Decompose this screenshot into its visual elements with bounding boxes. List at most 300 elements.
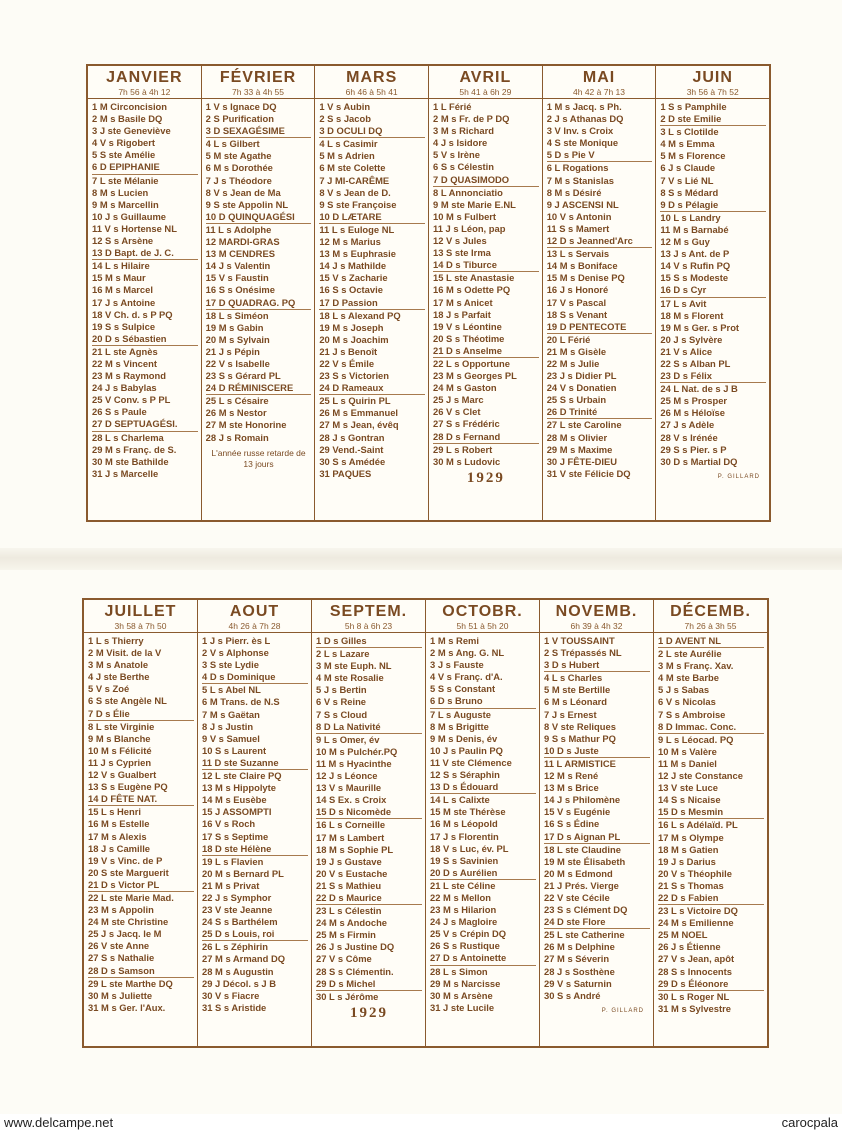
day-entry: 12 D s Jeanned'Arc (547, 235, 653, 248)
day-entry: 14 D FÊTE NAT. (88, 793, 194, 806)
day-entry: 11 M s Barnabé (660, 223, 729, 235)
day-entry: 28 S s Clémentin. (316, 965, 394, 977)
day-entry: 21 J s Benoît (319, 345, 378, 357)
day-entry: 29 V s Saturnin (544, 977, 612, 989)
day-entry: 10 J s Paulin PQ (430, 744, 503, 756)
day-entry: 15 L ste Anastasie (433, 272, 515, 284)
day-entry: 12 V s Gualbert (88, 769, 157, 781)
day-entry: 29 S s Pier. s P (660, 443, 727, 455)
day-entry: 6 M ste Colette (319, 162, 386, 174)
day-entry: 22 L s Opportune (433, 357, 510, 369)
day-entry: 4 M s Emma (660, 138, 715, 150)
day-entry: 8 L ste Virginie (88, 720, 155, 732)
watermark-right: carocpala (781, 1115, 838, 1130)
day-entry: 28 D s Fernand (433, 431, 539, 444)
day-entry: 23 D s Félix (660, 370, 766, 383)
day-entry: 5 M s Adrien (319, 150, 375, 162)
day-entry: 27 M s Jean, évêq (319, 419, 399, 431)
day-entry: 10 D s Juste (544, 745, 650, 758)
day-entry: 21 L ste Agnès (92, 345, 158, 357)
day-entry: 8 M s Lucien (92, 186, 149, 198)
day-list (312, 633, 425, 1046)
day-list (656, 99, 769, 520)
day-entry: 4 L s Charles (544, 672, 603, 684)
day-list (84, 633, 197, 1046)
day-entry: 17 J s Antoine (92, 296, 156, 308)
day-entry: 3 M s Anatole (88, 659, 149, 671)
sunrise-sunset: 4h 26 à 7h 28 (198, 621, 311, 633)
day-entry: 7 L ste Mélanie (92, 174, 159, 186)
month-name: OCTOBR. (442, 603, 523, 620)
day-entry: 6 M s Léonard (544, 696, 608, 708)
day-entry: 28 V s Irénée (660, 431, 718, 443)
year-label: 1929 (466, 469, 505, 486)
day-entry: 7 M s Gaëtan (202, 708, 260, 720)
day-entry: 19 M ste Élisabeth (544, 855, 626, 867)
day-entry: 22 J s Symphor (202, 891, 272, 903)
day-entry: 7 L s Auguste (430, 708, 491, 720)
day-entry: 24 V s Donatien (546, 382, 617, 394)
day-entry: 2 S s Jacob (319, 113, 371, 125)
day-entry: 5 M ste Agathe (205, 150, 272, 162)
month-column (654, 600, 767, 1046)
day-entry: 17 J s Florentin (430, 830, 499, 842)
day-entry: 25 D s Louis, roi (202, 928, 308, 941)
day-entry: 16 S s Édine (544, 818, 600, 830)
sunrise-sunset: 6h 39 à 4h 32 (540, 621, 653, 633)
day-entry: 19 V s Léontine (433, 320, 502, 332)
month-name: MARS (346, 69, 398, 86)
day-entry: 3 M s Franç. Xav. (658, 660, 734, 672)
day-entry: 2 L s Lazare (316, 648, 370, 660)
day-entry: 4 J s Isidore (433, 137, 488, 149)
day-entry: 30 M ste Bathilde (92, 455, 169, 467)
day-entry: 6 D EPIPHANIE (92, 161, 198, 174)
day-entry: 5 L s Abel NL (202, 684, 261, 696)
month-name: JANVIER (106, 69, 183, 86)
day-entry: 7 J s Théodore (205, 174, 272, 186)
day-entry: 24 S s Barthélem (202, 916, 278, 928)
day-entry: 2 V s Alphonse (202, 647, 269, 659)
day-entry: 19 M s Ger. s Prot (660, 321, 740, 333)
day-entry: 13 M s Brice (544, 782, 599, 794)
day-entry: 24 D Rameaux (319, 382, 425, 395)
day-entry: 31 M s Ger. l'Aux. (88, 1001, 166, 1013)
day-entry: 1 M Circoncision (92, 101, 168, 112)
day-entry: 13 S ste Irma (433, 247, 491, 259)
day-entry: 2 M s Ang. G. NL (430, 647, 505, 659)
day-entry: 22 L ste Marie Mad. (88, 891, 174, 903)
day-entry: 22 V ste Cécile (544, 891, 610, 903)
day-entry: 18 L ste Claudine (544, 843, 621, 855)
footnote: L'année russe retarde de 13 jours (211, 447, 306, 469)
printer-signature: P. GILLARD (601, 1007, 644, 1014)
day-entry: 31 J ste Lucile (430, 1001, 495, 1013)
day-entry: 18 S s Venant (546, 308, 608, 320)
day-entry: 11 M s Hyacinthe (316, 757, 392, 769)
month-column (202, 66, 316, 520)
day-entry: 10 M s Pulchér.PQ (316, 745, 398, 757)
day-entry: 7 M s Stanislas (546, 174, 614, 186)
day-entry: 5 S s Constant (430, 683, 496, 695)
day-entry: 9 M s Denis, év (430, 732, 498, 744)
day-entry: 12 M s René (544, 770, 599, 782)
day-entry: 18 L s Alexand PQ (319, 309, 401, 321)
watermark-strip (0, 1114, 842, 1132)
day-entry: 28 J s Gontran (319, 431, 385, 443)
day-entry: 15 L s Henri (88, 806, 141, 818)
day-entry: 22 V s Émile (319, 357, 375, 369)
day-entry: 17 M s Lambert (316, 831, 385, 843)
day-entry: 21 J s Pépin (205, 345, 260, 357)
day-entry: 9 S ste Appolin NL (205, 198, 289, 210)
day-entry: 15 V s Eugénie (544, 806, 611, 818)
day-entry: 25 L ste Catherine (544, 929, 625, 941)
day-entry: 6 S ste Angèle NL (88, 695, 167, 707)
day-entry: 7 S s Ambroise (658, 708, 726, 720)
day-entry: 31 J s Marcelle (92, 467, 159, 479)
first-half-calendar (86, 64, 771, 522)
day-entry: 23 L s Célestin (316, 905, 382, 917)
month-column (88, 66, 202, 520)
day-entry: 10 M s Valère (658, 745, 717, 757)
day-entry: 5 V s Zoé (88, 683, 130, 695)
day-entry: 6 S s Célestin (433, 161, 494, 173)
day-entry: 1 L Férié (433, 101, 472, 112)
day-entry: 20 M s Joachim (319, 333, 389, 345)
day-entry: 1 M s Jacq. s Ph. (546, 101, 622, 112)
day-entry: 20 S s Théotime (433, 332, 505, 344)
day-entry: 30 L s Roger NL (658, 990, 730, 1002)
day-entry: 11 S s Mamert (546, 222, 610, 234)
sunrise-sunset: 6h 46 à 5h 41 (315, 87, 428, 99)
day-entry: 2 S Purification (205, 113, 274, 125)
day-entry: 1 D s Gilles (316, 635, 422, 648)
day-entry: 27 D s Antoinette (430, 952, 536, 965)
day-entry: 8 M s Désiré (546, 186, 602, 198)
day-entry: 27 M ste Honorine (205, 419, 287, 431)
day-entry: 23 M s Hilarion (430, 904, 497, 916)
day-entry: 29 M s Franç. de S. (92, 443, 177, 455)
day-entry: 8 V ste Reliques (544, 720, 616, 732)
day-entry: 19 S s Savinien (430, 854, 499, 866)
day-entry: 30 D s Martial DQ (660, 455, 738, 467)
day-entry: 17 D s Aignan PL (544, 831, 650, 844)
day-entry: 30 M s Ludovic (433, 455, 501, 467)
day-entry: 9 L s Léocad. PQ (658, 733, 734, 745)
day-entry: 29 L ste Marthe DQ (88, 977, 173, 989)
day-entry: 1 L s Thierry (88, 635, 144, 646)
day-entry: 9 S ste Françoise (319, 198, 397, 210)
day-entry: 26 V ste Anne (88, 940, 150, 952)
day-entry: 28 S s Innocents (658, 965, 732, 977)
day-entry: 22 M s Julie (546, 357, 600, 369)
day-entry: 13 V s Maurille (316, 782, 382, 794)
month-name: MAI (582, 69, 616, 86)
day-entry: 27 S s Frédéric (433, 418, 500, 430)
day-entry: 1 M s Remi (430, 635, 479, 646)
day-entry: 11 L ARMISTICE (544, 757, 616, 769)
day-entry: 7 J MI-CARÊME (319, 174, 390, 186)
day-entry: 10 S s Laurent (202, 744, 267, 756)
day-entry: 26 M s Nestor (205, 407, 267, 419)
day-list (198, 633, 311, 1046)
day-entry: 8 J s Justin (202, 720, 254, 732)
day-entry: 29 M s Narcisse (430, 977, 501, 989)
day-entry: 13 M s Euphrasie (319, 248, 396, 260)
printer-signature: P. GILLARD (717, 473, 761, 480)
day-entry: 24 M s Emilienne (658, 917, 734, 929)
day-entry: 29 M s Maxime (546, 443, 613, 455)
day-entry: 16 S s Onésime (205, 284, 275, 296)
day-entry: 12 MARDI-GRAS (205, 236, 280, 248)
day-entry: 9 M ste Marie E.NL (433, 198, 516, 210)
day-entry: 23 S s Clément DQ (544, 904, 628, 916)
month-name: AVRIL (459, 69, 512, 86)
day-entry: 19 M s Joseph (319, 321, 384, 333)
month-name: AOUT (229, 603, 280, 620)
day-entry: 2 D ste Emilie (660, 113, 766, 126)
day-entry: 30 L s Jérôme (316, 990, 379, 1002)
day-entry: 5 V s Irène (433, 149, 480, 161)
day-list (426, 633, 539, 1046)
day-entry: 4 J ste Berthe (88, 671, 150, 683)
day-entry: 20 L Férié (546, 333, 591, 345)
day-entry: 21 S s Thomas (658, 879, 724, 891)
day-entry: 27 L ste Caroline (546, 419, 622, 431)
day-entry: 22 D s Fabien (658, 892, 764, 905)
day-entry: 16 D s Cyr (660, 284, 766, 297)
day-entry: 18 V s Luc, év. PL (430, 842, 509, 854)
month-column (543, 66, 657, 520)
day-entry: 11 L s Euloge NL (319, 223, 395, 235)
day-entry: 2 S Trépassés NL (544, 647, 622, 659)
day-entry: 12 V s Jules (433, 235, 487, 247)
day-entry: 25 V s Crépin DQ (430, 928, 507, 940)
month-column (312, 600, 426, 1046)
sunrise-sunset: 7h 26 à 3h 55 (654, 621, 767, 633)
day-entry: 20 V s Théophile (658, 867, 732, 879)
day-entry: 17 D QUADRAG. PQ (206, 297, 312, 310)
day-entry: 17 M s Olympe (658, 831, 724, 843)
day-entry: 9 S s Mathur PQ (544, 732, 616, 744)
day-entry: 18 D ste Hélène (202, 843, 308, 856)
day-entry: 15 M ste Thérèse (430, 806, 506, 818)
sunrise-sunset: 7h 33 à 4h 55 (202, 87, 315, 99)
day-entry: 26 J s Étienne (658, 941, 721, 953)
day-entry: 8 S s Médard (660, 186, 719, 198)
day-entry: 11 J s Cyprien (88, 756, 152, 768)
day-entry: 5 J s Sabas (658, 684, 710, 696)
day-entry: 4 M ste Barbe (658, 672, 719, 684)
day-entry: 14 L s Calixte (430, 794, 490, 806)
day-entry: 6 M s Dorothée (205, 162, 273, 174)
day-entry: 22 S s Alban PL (660, 357, 731, 369)
day-entry: 13 D s Édouard (430, 781, 536, 794)
day-entry: 7 J s Ernest (544, 708, 597, 720)
day-entry: 4 V s Franç. d'A. (430, 671, 503, 683)
day-entry: 10 L s Landry (660, 211, 721, 223)
day-entry: 15 D s Mesmin (658, 806, 764, 819)
watermark-left: www.delcampe.net (4, 1115, 114, 1130)
day-entry: 12 J s Léonce (316, 770, 378, 782)
day-entry: 3 J ste Geneviève (92, 125, 171, 137)
sunrise-sunset: 3h 58 à 7h 50 (84, 621, 197, 633)
day-entry: 12 L ste Claire PQ (202, 770, 282, 782)
day-entry: 2 J s Athanas DQ (546, 113, 624, 125)
day-entry: 16 L s Corneille (316, 819, 386, 831)
day-entry: 11 V ste Clémence (430, 756, 512, 768)
day-entry: 25 M s Prosper (660, 395, 728, 407)
day-list (654, 633, 767, 1046)
day-entry: 14 S Ex. s Croix (316, 794, 387, 806)
day-entry: 24 M s Andoche (316, 917, 388, 929)
day-entry: 28 M s Olivier (546, 431, 608, 443)
day-entry: 24 L Nat. de s J B (660, 383, 738, 395)
day-entry: 30 S s Amédée (319, 455, 386, 467)
day-entry: 21 V s Alice (660, 345, 713, 357)
day-entry: 27 V s Côme (316, 953, 372, 965)
second-half-calendar (82, 598, 769, 1048)
sunrise-sunset: 7h 56 à 4h 12 (88, 87, 201, 99)
day-entry: 12 M s Marius (319, 236, 381, 248)
day-entry: 6 D s Bruno (430, 695, 536, 708)
day-entry: 27 M s Séverin (544, 953, 610, 965)
day-entry: 13 V ste Luce (658, 782, 718, 794)
day-entry: 21 M s Privat (202, 879, 260, 891)
day-entry: 19 J s Gustave (316, 855, 382, 867)
day-entry: 17 M s Alexis (88, 830, 147, 842)
day-entry: 23 L s Victoire DQ (658, 905, 738, 917)
day-entry: 28 L s Simon (430, 965, 488, 977)
day-list (202, 99, 315, 520)
day-list (543, 99, 656, 520)
day-entry: 3 D SEXAGÉSIME (206, 125, 312, 138)
day-entry: 29 D s Éléonore (658, 978, 764, 991)
day-entry: 17 D Passion (319, 297, 425, 310)
month-column (540, 600, 654, 1046)
day-entry: 18 V Ch. d. s P PQ (92, 308, 173, 320)
day-entry: 5 M ste Bertille (544, 684, 611, 696)
day-entry: 28 J s Sosthène (544, 965, 615, 977)
day-entry: 19 L s Flavien (202, 855, 264, 867)
day-entry: 3 S ste Lydie (202, 659, 259, 671)
day-entry: 30 V s Fiacre (202, 989, 260, 1001)
day-entry: 18 M s Florent (660, 309, 724, 321)
day-entry: 27 D SEPTUAGÉSI. (92, 418, 198, 431)
day-entry: 16 S s Octavie (319, 284, 383, 296)
day-entry: 22 D s Maurice (316, 892, 422, 905)
day-entry: 14 M s Eusèbe (202, 794, 267, 806)
day-entry: 10 V s Antonin (546, 210, 612, 222)
day-entry: 17 M s Anicet (433, 296, 493, 308)
day-entry: 19 S s Sulpice (92, 320, 156, 332)
day-entry: 25 L s Césaire (205, 395, 269, 407)
day-entry: 20 J s Sylvère (660, 333, 723, 345)
day-entry: 15 V s Faustin (205, 272, 269, 284)
day-entry: 10 M s Félicité (88, 744, 152, 756)
day-entry: 25 S s Urbain (546, 394, 607, 406)
day-entry: 24 M ste Christine (88, 916, 169, 928)
day-entry: 5 D s Pie V (547, 149, 653, 162)
day-entry: 11 V s Hortense NL (92, 222, 177, 234)
day-entry: 21 L ste Céline (430, 879, 496, 891)
card-fold (0, 548, 842, 570)
day-entry: 2 M Visit. de la V (88, 647, 162, 659)
day-entry: 7 V s Lié NL (660, 174, 714, 186)
day-entry: 29 Vend.-Saint (319, 443, 384, 455)
day-entry: 5 S ste Amélie (92, 149, 156, 161)
day-entry: 27 M s Armand DQ (202, 953, 286, 965)
day-entry: 1 S s Pamphile (660, 101, 727, 112)
day-entry: 26 L s Zéphirin (202, 941, 268, 953)
day-entry: 16 L s Adélaïd. PL (658, 819, 738, 831)
month-column (315, 66, 429, 520)
day-entry: 2 L ste Aurélie (658, 648, 722, 660)
day-list (429, 99, 542, 520)
day-entry: 31 V ste Félicie DQ (546, 467, 631, 479)
day-entry: 21 J Prés. Vierge (544, 879, 619, 891)
day-entry: 16 M s Estelle (88, 818, 150, 830)
sunrise-sunset: 5h 8 à 6h 23 (312, 621, 425, 633)
day-entry: 7 S s Cloud (316, 708, 368, 720)
day-entry: 29 J Décol. s J B (202, 977, 276, 989)
day-entry: 20 M s Edmond (544, 867, 613, 879)
day-entry: 6 M Trans. de N.S (202, 696, 280, 708)
day-entry: 11 M s Daniel (658, 757, 717, 769)
day-entry: 31 S s Aristide (202, 1001, 267, 1013)
day-entry: 26 M s Delphine (544, 941, 615, 953)
day-entry: 22 V s Isabelle (205, 357, 270, 369)
day-entry: 18 J s Camille (88, 842, 151, 854)
day-entry: 12 M s Guy (660, 236, 710, 248)
day-entry: 10 M s Fulbert (433, 210, 497, 222)
day-entry: 27 S s Nathalie (88, 952, 155, 964)
day-entry: 7 D QUASIMODO (433, 174, 539, 187)
day-entry: 9 L s Omer, év (316, 733, 380, 745)
day-entry: 20 D s Sébastien (92, 333, 198, 346)
day-entry: 6 V s Reine (316, 696, 367, 708)
day-entry: 3 D s Hubert (544, 659, 650, 672)
day-entry: 20 M s Bernard PL (202, 867, 284, 879)
day-entry: 15 J ASSOMPTI (202, 806, 272, 818)
day-entry: 7 D s Élie (88, 708, 194, 721)
month-name: DÉCEMB. (670, 603, 751, 620)
day-entry: 24 D ste Flore (544, 916, 650, 929)
day-entry: 9 M s Blanche (88, 732, 151, 744)
day-entry: 13 S s Eugène PQ (88, 781, 168, 793)
day-entry: 5 J s Bertin (316, 684, 367, 696)
day-entry: 8 L Annonciatio (433, 186, 503, 198)
day-entry: 30 M s Juliette (88, 989, 153, 1001)
day-entry: 5 M s Florence (660, 150, 726, 162)
day-entry: 18 L s Siméon (205, 309, 269, 321)
day-entry: 9 D s Pélagie (660, 199, 766, 212)
day-list (315, 99, 428, 520)
sunrise-sunset: 3h 56 à 7h 52 (656, 87, 769, 99)
day-entry: 4 L s Casimir (319, 138, 378, 150)
day-entry: 1 V s Ignace DQ (205, 101, 277, 112)
day-entry: 2 M s Fr. de P DQ (433, 113, 510, 125)
day-entry: 30 J FÊTE-DIEU (546, 455, 618, 467)
day-entry: 23 S s Gérard PL (205, 370, 281, 382)
day-entry: 17 S s Septime (202, 830, 269, 842)
day-entry: 15 V s Zacharie (319, 272, 388, 284)
day-entry: 11 D ste Suzanne (202, 757, 308, 770)
day-entry: 13 L s Servais (546, 248, 610, 260)
day-entry: 6 L Rogations (546, 162, 609, 174)
day-entry: 10 D LÆTARE (319, 211, 425, 224)
